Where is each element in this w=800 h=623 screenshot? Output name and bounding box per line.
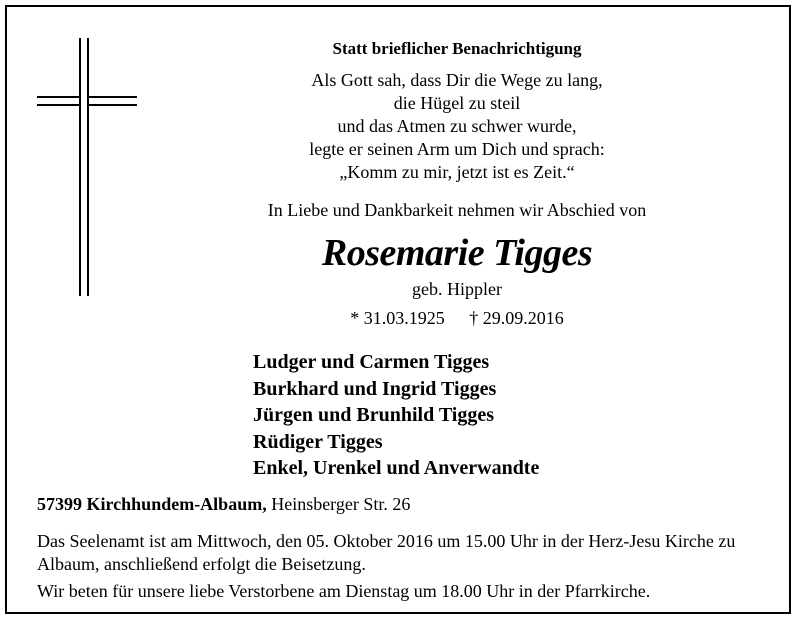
address-street: Heinsberger Str. 26 <box>266 494 411 514</box>
family-member: Ludger und Carmen Tigges <box>253 351 490 373</box>
intro-line: In Liebe und Dankbarkeit nehmen wir Abschied von <box>267 200 647 220</box>
poem-line: legte er seinen Arm um Dich und sprach: <box>309 139 605 159</box>
mass-info: Das Seelenamt ist am Mittwoch, den 05. Oktober 2016 um 15.00 Uhr in der Herz-Jesu Kirche zu Albaum, anschließend erfolgt die Beisetzung. <box>37 531 736 574</box>
prayer-info: Wir beten für unsere liebe Verstorbene am Dienstag um 18.00 Uhr in der Pfarrkirche. <box>37 581 651 601</box>
poem-line: und das Atmen zu schwer wurde, <box>337 116 577 136</box>
family-member: Rüdiger Tigges <box>253 430 383 453</box>
family-list <box>253 349 539 482</box>
family-member: Jürgen und Brunhild Tigges <box>253 404 495 426</box>
address-place: 57399 Kirchhundem-Albaum, <box>37 494 267 514</box>
birth-name: geb. Hippler <box>412 279 502 299</box>
family-member: Burkhard und Ingrid Tigges <box>253 377 497 400</box>
poem-line: die Hügel zu steil <box>393 93 521 113</box>
birth-date: * 31.03.1925 <box>350 308 445 328</box>
poem-line: Als Gott sah, dass Dir die Wege zu lang, <box>311 70 603 90</box>
address <box>37 494 410 515</box>
death-date: † 29.09.2016 <box>469 308 564 328</box>
notice-heading: Statt brieflicher Benachrichtigung <box>332 39 582 58</box>
cross-center <box>79 96 89 106</box>
notice-frame <box>5 5 791 614</box>
cross-icon <box>79 38 89 296</box>
life-dates <box>167 308 747 329</box>
poem-line: „Komm zu mir, jetzt ist es Zeit.“ <box>339 162 575 182</box>
family-member: Enkel, Urenkel und Anverwandte <box>253 457 540 479</box>
poem <box>167 69 747 184</box>
deceased-name: Rosemarie Tigges <box>321 232 593 274</box>
